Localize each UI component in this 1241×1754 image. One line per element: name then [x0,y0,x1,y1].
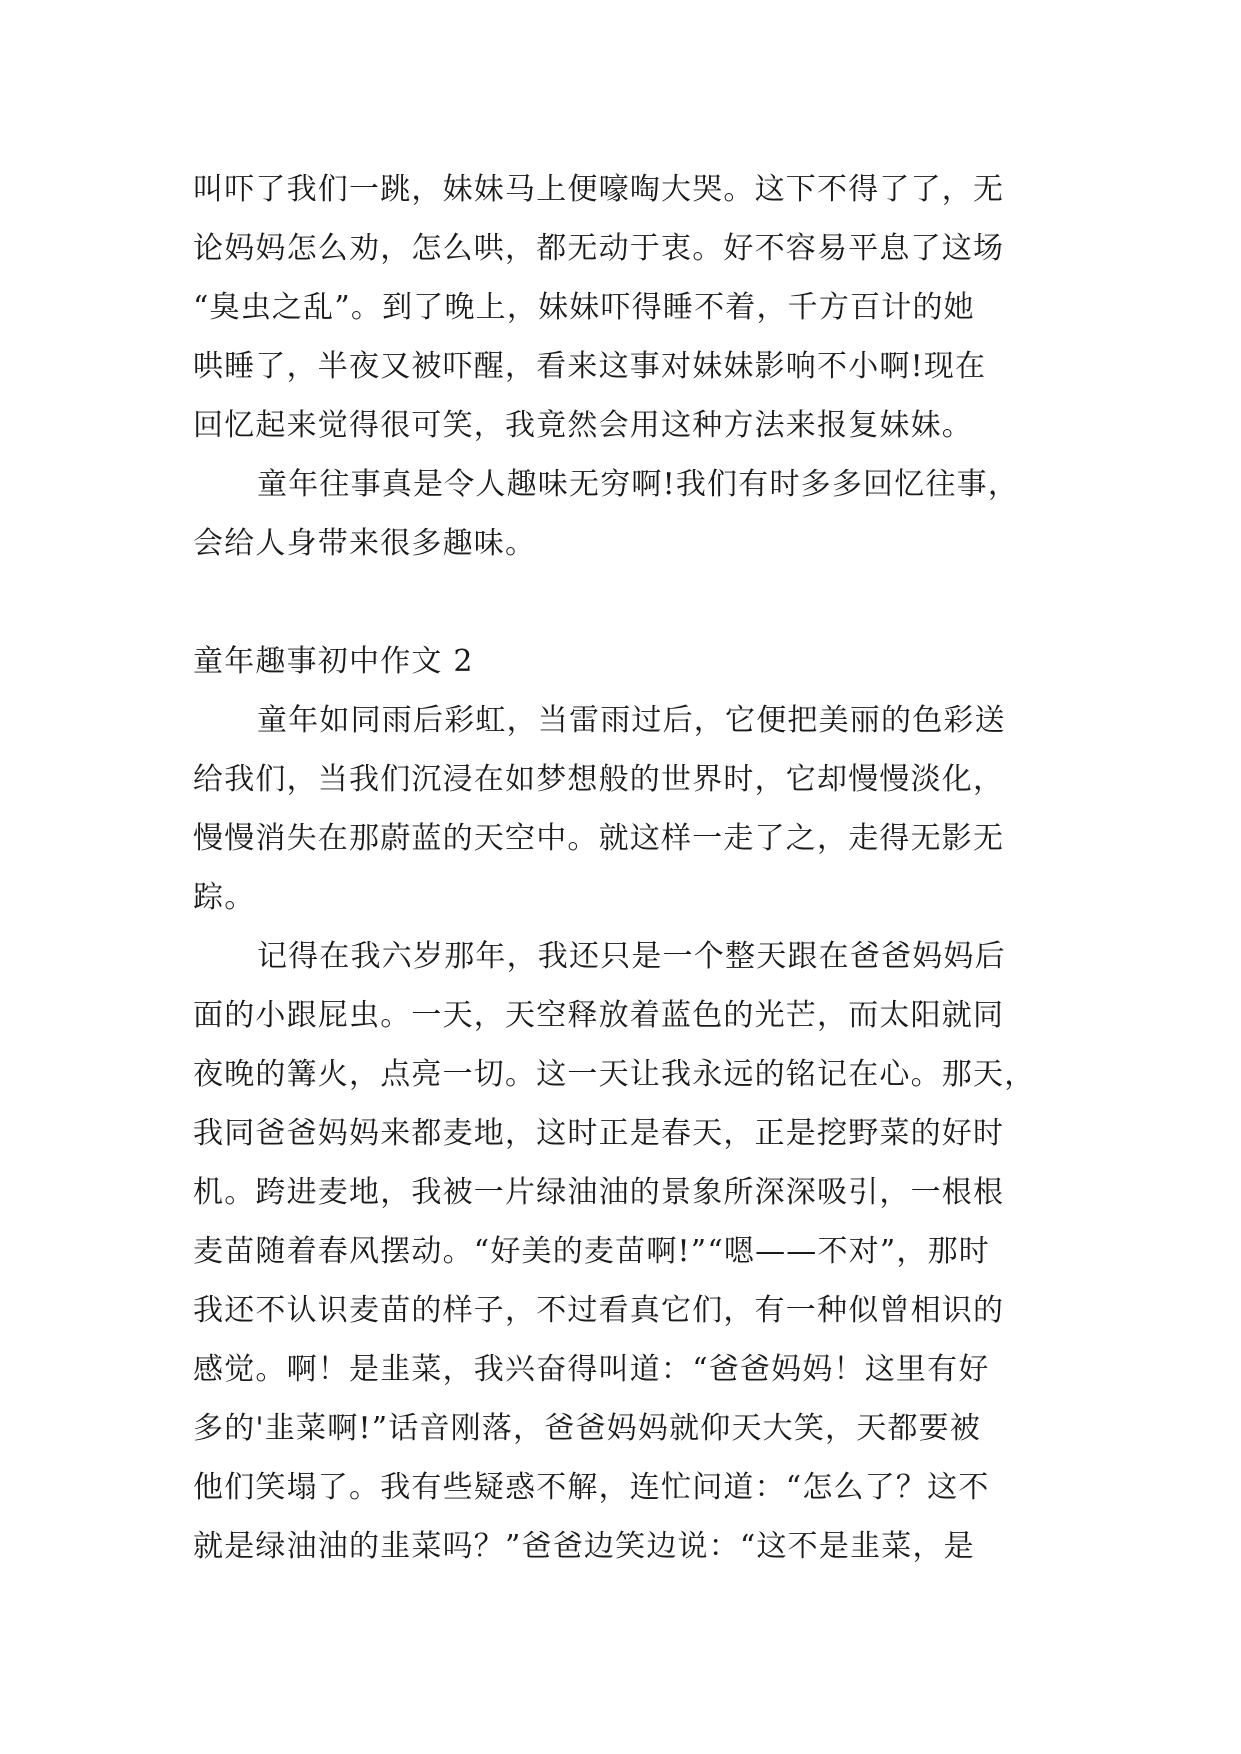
text-line: 记得在我六岁那年，我还只是一个整天跟在爸爸妈妈后 [257,939,1006,974]
paragraph-2 [193,455,1053,573]
text-line: “臭虫之乱”。到了晚上，妹妹吓得睡不着，千方百计的她 [193,290,975,325]
text-line: 夜晚的篝火，点亮一切。这一天让我永远的铭记在心。那天， [193,1057,1036,1092]
text-line: 童年往事真是令人趣味无穷啊!我们有时多多回忆往事， [257,467,1020,502]
blank-line [193,573,1053,632]
text-line: 给我们，当我们沉浸在如梦想般的世界时，它却慢慢淡化， [193,762,1005,797]
text-line: 哄睡了，半夜又被吓醒，看来这事对妹妹影响不小啊!现在 [193,349,987,384]
text-line: 我同爸爸妈妈来都麦地，这时正是春天，正是挖野菜的好时 [193,1116,1005,1151]
text-line: 他们笑塌了。我有些疑惑不解，连忙问道：“怎么了？这不 [193,1470,990,1505]
text-line: 多的'韭菜啊!”话音刚落，爸爸妈妈就仰天大笑，天都要被 [193,1411,982,1446]
document-page [193,160,1053,1576]
text-line: 童年如同雨后彩虹，当雷雨过后，它便把美丽的色彩送 [257,703,1006,738]
text-line: 回忆起来觉得很可笑，我竟然会用这种方法来报复妹妹。 [193,408,973,443]
paragraph-3 [193,691,1053,927]
text-line: 就是绿油油的韭菜吗？”爸爸边笑边说：“这不是韭菜，是 [193,1529,975,1564]
text-line: 麦苗随着春风摆动。“好美的麦苗啊!”“嗯——不对”，那时 [193,1234,991,1269]
text-line: 机。跨进麦地，我被一片绿油油的景象所深深吸引，一根根 [193,1175,1005,1210]
text-line: 会给人身带来很多趣味。 [193,526,537,561]
text-line: 踪。 [193,880,256,915]
text-line: 叫吓了我们一跳，妹妹马上便嚎啕大哭。这下不得了了，无 [193,172,1005,207]
section-heading: 童年趣事初中作文 2 [193,644,474,679]
text-line: 论妈妈怎么劝，怎么哄，都无动于衷。好不容易平息了这场 [193,231,1005,266]
text-line: 感觉。啊！是韭菜，我兴奋得叫道：“爸爸妈妈！这里有好 [193,1352,990,1387]
text-line: 面的小跟屁虫。一天，天空释放着蓝色的光芒，而太阳就同 [193,998,1005,1033]
text-line: 慢慢消失在那蔚蓝的天空中。就这样一走了之，走得无影无 [193,821,1005,856]
paragraph-1 [193,160,1053,455]
paragraph-4 [193,927,1053,1576]
text-line: 我还不认识麦苗的样子，不过看真它们，有一种似曾相识的 [193,1293,1005,1328]
